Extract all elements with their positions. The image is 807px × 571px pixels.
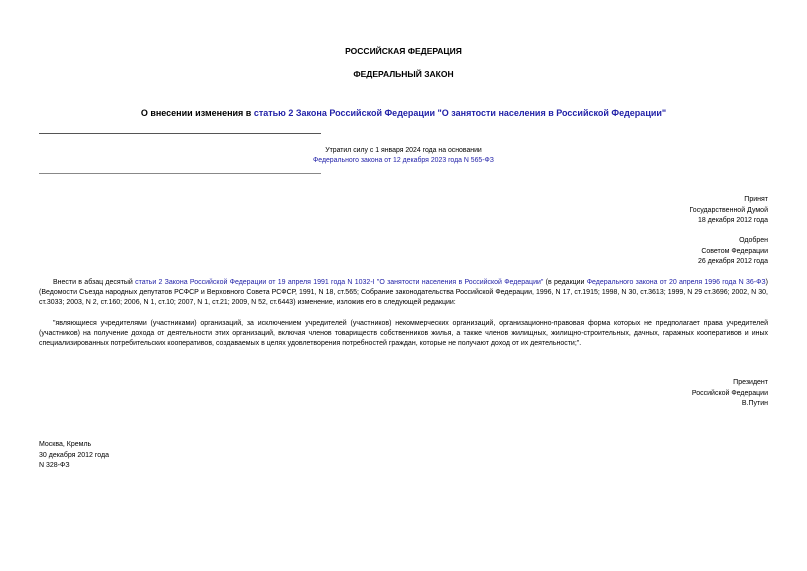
signature-block <box>692 378 768 410</box>
new-wording-paragraph: "являющиеся учредителями (участниками) организаций, за исключением учредителей (участников) некоммерческих организаций, организационно-правовая форма которых не предполагает права учредителей (участников) на получение дохода от деятельности этих организаций, включая членов товариществ собственников жилья, а также членов жилищных, жилищно-строительных, дачных, гаражных кооперативов и иных специализированных потребительских кооперативов, создаваемых в целях удовлетворения потребностей граждан, которые не получают доход от их деятельности;". <box>39 320 768 348</box>
signing-date: 30 декабря 2012 года <box>39 451 110 459</box>
status-repeal-link[interactable]: Федерального закона от 12 декабря 2023 года N 565-ФЗ <box>313 157 494 164</box>
approved-body: Советом Федерации <box>701 247 768 255</box>
article-2-link[interactable]: статьи 2 Закона Российской Федерации от 19 апреля 1991 года N 1032-I "О занятости населения в Российской Федерации" <box>135 279 544 286</box>
signer-country: Российской Федерации <box>691 389 768 397</box>
adopted-block <box>689 195 768 227</box>
amendment-text-1: Внести в абзац десятый <box>53 279 136 286</box>
status-text: Утратил силу с 1 января 2024 года на основании <box>325 147 482 154</box>
document-title <box>0 108 807 118</box>
amendment-text-2: (в редакции <box>543 279 587 286</box>
title-prefix: О внесении изменения в <box>140 108 254 118</box>
adopted-date: 18 декабря 2012 года <box>697 217 768 224</box>
amendment-paragraph <box>39 278 768 309</box>
adopted-body: Государственной Думой <box>689 206 768 214</box>
title-divider <box>39 133 321 134</box>
amendment-text-3: ) (Ведомости Съезда народных депутатов РСФСР и Верховного Совета РСФСР, 1991, N 18, ст.565; Собрание законодательства Российской Федерации, 1996, N 17, ст.1915; 1998, N 30, ст.3613; 1999, N 29 ст.3696; 2002, N 30, ст.3033; 2003, N 2, ст.160; 2006, N 1, ст.10; 2007, N 1, ст.21; 2009, N 52, ст.6443) изменение, изложив его в следующей редакции: <box>39 279 768 307</box>
country-heading: РОССИЙСКАЯ ФЕДЕРАЦИЯ <box>345 46 462 56</box>
status-divider <box>39 173 321 174</box>
signer-name: В.Путин <box>741 400 768 407</box>
federal-law-36-link[interactable]: Федерального закона от 20 апреля 1996 года N 36-ФЗ <box>586 279 766 286</box>
law-number: N 328-ФЗ <box>39 462 70 469</box>
signer-title: Президент <box>733 379 768 386</box>
approved-label: Одобрен <box>739 237 768 244</box>
law-type-heading: ФЕДЕРАЛЬНЫЙ ЗАКОН <box>353 69 454 79</box>
title-article-link[interactable]: статью 2 Закона Российской Федерации "О занятости населения в Российской Федерации" <box>253 108 667 118</box>
adopted-label: Принят <box>744 196 768 203</box>
approved-block <box>698 236 768 268</box>
place-date-block <box>39 440 109 472</box>
approved-date: 26 декабря 2012 года <box>697 258 768 265</box>
status-notice <box>0 146 807 166</box>
signing-place: Москва, Кремль <box>39 441 92 448</box>
